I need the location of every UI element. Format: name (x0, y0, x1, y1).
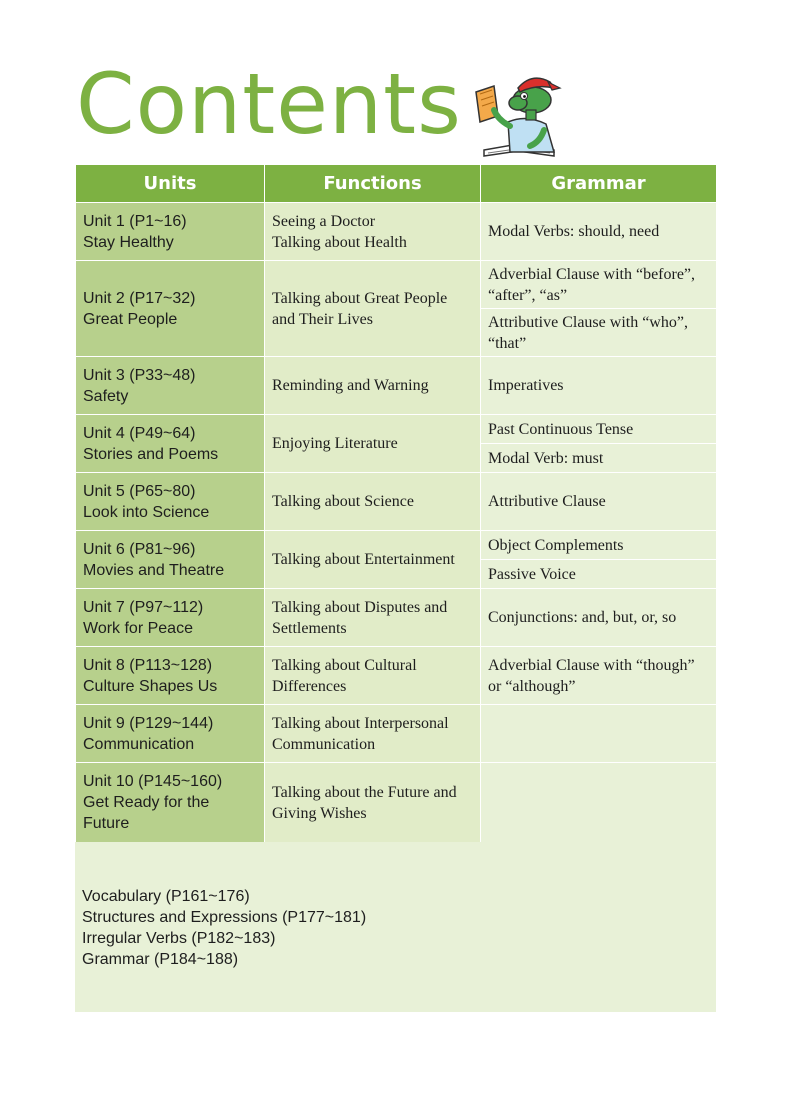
unit-cell (76, 261, 265, 357)
unit-name: Great People (83, 310, 178, 328)
grammar-header: Grammar (481, 165, 717, 203)
table-row (76, 647, 717, 705)
unit-number: Unit 3 (P33~48) (83, 366, 196, 384)
unit-name: Communication (83, 735, 195, 753)
unit-name: Culture Shapes Us (83, 677, 218, 695)
grammar-cell (481, 705, 717, 763)
unit-cell (76, 531, 265, 589)
functions-cell: Talking about Great People and Their Lives (265, 261, 481, 357)
grammar-cell: Imperatives (481, 357, 717, 415)
table-row (76, 705, 717, 763)
unit-cell (76, 589, 265, 647)
unit-cell (76, 415, 265, 473)
functions-header: Functions (265, 165, 481, 203)
appendix-panel (75, 842, 716, 1012)
grammar-cell: Attributive Clause with “who”, “that” (481, 309, 717, 357)
appendix-item-vocabulary: Vocabulary (P161~176) (82, 888, 250, 905)
unit-name: Movies and Theatre (83, 561, 225, 579)
grammar-cell: Passive Voice (481, 560, 717, 589)
table-row (76, 261, 717, 309)
unit-number: Unit 5 (P65~80) (83, 482, 196, 500)
unit-name: Safety (83, 387, 129, 405)
table-row (76, 763, 717, 843)
grammar-cell: Attributive Clause (481, 473, 717, 531)
functions-cell: Talking about Disputes and Settlements (265, 589, 481, 647)
reading-turtle-icon (470, 70, 570, 165)
unit-name: Stay Healthy (83, 233, 174, 251)
appendix-item-structures: Structures and Expressions (P177~181) (82, 909, 367, 926)
functions-cell: Seeing a Doctor Talking about Health (265, 203, 481, 261)
unit-number: Unit 10 (P145~160) (83, 773, 223, 790)
grammar-cell: Adverbial Clause with “though” or “although” (481, 647, 717, 705)
table-row (76, 415, 717, 444)
unit-number: Unit 1 (P1~16) (83, 212, 187, 230)
unit-cell (76, 647, 265, 705)
page-title: Contents (76, 55, 462, 153)
unit-number: Unit 6 (P81~96) (83, 540, 196, 558)
table-row (76, 531, 717, 560)
unit-name: Work for Peace (83, 619, 193, 637)
unit-cell (76, 705, 265, 763)
unit-number: Unit 7 (P97~112) (83, 598, 204, 616)
unit-cell (76, 763, 265, 843)
functions-cell: Talking about the Future and Giving Wishes (265, 763, 481, 843)
grammar-cell: Object Complements (481, 531, 717, 560)
table-header-row (76, 165, 717, 203)
unit-name: Look into Science (83, 503, 210, 521)
contents-table (75, 164, 717, 843)
table-row (76, 473, 717, 531)
functions-cell: Talking about Entertainment (265, 531, 481, 589)
grammar-cell (481, 763, 717, 843)
grammar-cell: Past Continuous Tense (481, 415, 717, 444)
unit-cell (76, 203, 265, 261)
unit-cell (76, 357, 265, 415)
table-row (76, 203, 717, 261)
unit-name: Stories and Poems (83, 445, 219, 463)
table-row (76, 357, 717, 415)
functions-cell: Enjoying Literature (265, 415, 481, 473)
grammar-cell: Conjunctions: and, but, or, so (481, 589, 717, 647)
appendix-item-irregular-verbs: Irregular Verbs (P182~183) (82, 930, 276, 947)
grammar-cell: Modal Verbs: should, need (481, 203, 717, 261)
table-row (76, 589, 717, 647)
unit-number: Unit 2 (P17~32) (83, 289, 196, 307)
unit-number: Unit 4 (P49~64) (83, 424, 196, 442)
unit-number: Unit 9 (P129~144) (83, 714, 214, 732)
unit-number: Unit 8 (P113~128) (83, 656, 213, 674)
units-header: Units (76, 165, 265, 203)
grammar-cell: Modal Verb: must (481, 444, 717, 473)
functions-cell: Reminding and Warning (265, 357, 481, 415)
functions-cell: Talking about Interpersonal Communication (265, 705, 481, 763)
functions-cell: Talking about Science (265, 473, 481, 531)
appendix-item-grammar: Grammar (P184~188) (82, 951, 239, 968)
functions-cell: Talking about Cultural Differences (265, 647, 481, 705)
grammar-cell: Adverbial Clause with “before”, “after”, “as” (481, 261, 717, 309)
unit-name: Get Ready for the Future (83, 794, 210, 832)
unit-cell (76, 473, 265, 531)
